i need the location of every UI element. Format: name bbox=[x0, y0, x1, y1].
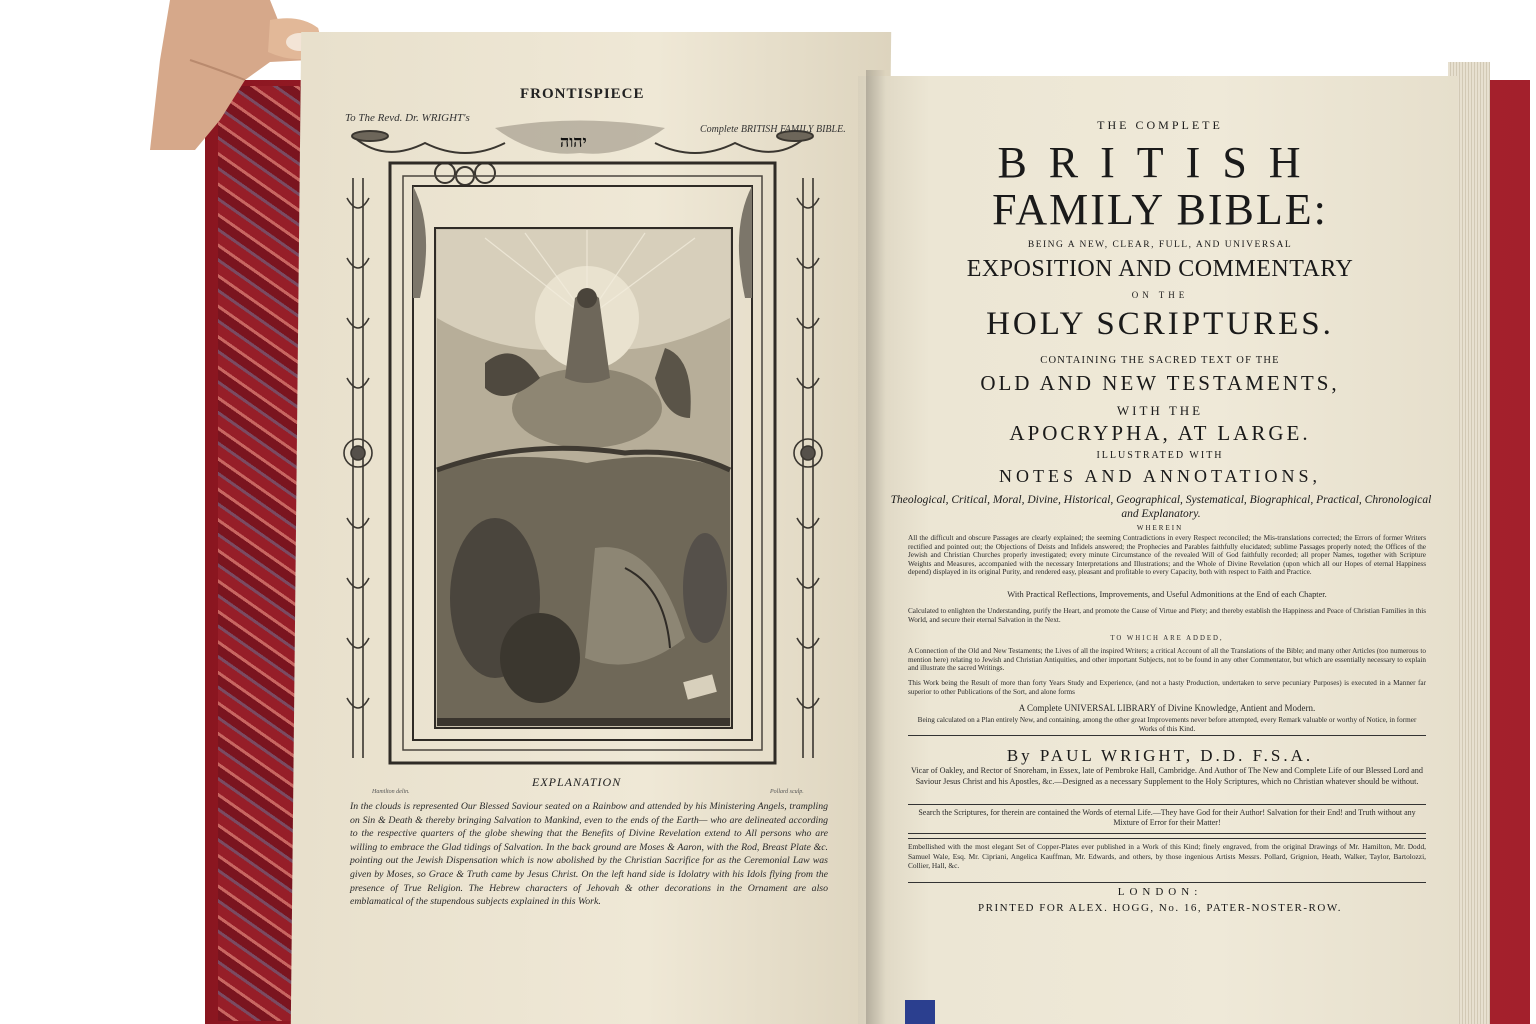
paragraph-connection: A Connection of the Old and New Testaments; the Lives of all the inspired Writers; a critical Account of all the Translations of the Bible; and many other Articles (too numerous to mention here) relating to Jewish and Christian Antiquities, and other important Subjects, not to be found in any other Commentator, but which are essentially necessary to explain and illustrate the sacred Writings. bbox=[908, 647, 1426, 673]
paragraph-universal-library: A Complete UNIVERSAL LIBRARY of Divine Knowledge, Antient and Modern. bbox=[1018, 703, 1316, 713]
title-line-with-the: WITH THE bbox=[1116, 403, 1204, 418]
title-line-containing: CONTAINING THE SACRED TEXT OF THE bbox=[1040, 355, 1280, 366]
title-line-holy-scriptures: HOLY SCRIPTURES. bbox=[986, 306, 1334, 342]
paragraph-plan: Being calculated on a Plan entirely New, and containing, among the other great Improvements never before attempted, every Remark valuable or worthy of Notice, in former Works of this Kind. bbox=[917, 716, 1417, 733]
title-line-apocrypha: APOCRYPHA, AT LARGE. bbox=[1009, 421, 1311, 445]
left-pilaster bbox=[344, 178, 372, 758]
title-line-being: BEING A NEW, CLEAR, FULL, AND UNIVERSAL bbox=[1027, 240, 1293, 250]
scripture-quote: Search the Scriptures, for therein are contained the Words of eternal Life.—They have God for their Author! Salvation for their End! and Truth without any Mixture of Error for their Matter! bbox=[918, 808, 1416, 827]
dedication-left: To The Revd. Dr. WRIGHT's bbox=[345, 112, 470, 124]
author-line: By PAUL WRIGHT, D.D. F.S.A. bbox=[1006, 746, 1314, 765]
hand bbox=[150, 0, 325, 150]
title-line-illustrated: ILLUSTRATED WITH bbox=[1096, 450, 1224, 461]
frontispiece-engraving bbox=[325, 118, 835, 788]
paragraph-difficult-passages: All the difficult and obscure Passages are clearly explained; the seeming Contradictions in every Respect reconciled; the Mis-translations corrected; the Errors of former Writers rectified and pointed out; the Objections of Deists and Infidels answered; the Prophecies and Parables faithfully elucidated; sublime Passages properly noted; the Offices of the Jewish and Christian Churches properly investigated; every minute Circumstance of the revealed Will of God faithfully recorded; all proper Names, together with Scripture Weights and Measures, accompanied with the necessary Interpretations and Illustrations; and the Whole of Divine Revelation (upon which all our Hopes of eternal Happiness depend) displayed in its original Purity, and rendered easy, pleasant and profitable to every Capacity, both with respect to Faith and Practice. bbox=[908, 534, 1426, 577]
title-line-the-complete: THE COMPLETE bbox=[1097, 118, 1223, 132]
rule-divider bbox=[908, 735, 1426, 736]
engraver-credit-left: Hamilton delin. bbox=[372, 789, 410, 795]
ribbon-bookmark bbox=[905, 1000, 935, 1024]
rule-divider bbox=[908, 804, 1426, 805]
frontispiece-heading: FRONTISPIECE bbox=[520, 86, 645, 102]
title-line-exposition: EXPOSITION AND COMMENTARY bbox=[966, 256, 1354, 282]
title-line-on-the: ON THE bbox=[1131, 290, 1189, 300]
rule-divider bbox=[908, 833, 1426, 834]
dedication-right: Complete BRITISH FAMILY BIBLE. bbox=[700, 124, 846, 135]
explanation-title: EXPLANATION bbox=[532, 775, 622, 789]
paragraph-practical-reflections: With Practical Reflections, Improvements, and Useful Admonitions at the End of each Chapter. bbox=[1007, 590, 1327, 599]
title-line-notes: NOTES AND ANNOTATIONS, bbox=[998, 466, 1322, 486]
title-line-testaments: OLD AND NEW TESTAMENTS, bbox=[980, 371, 1340, 395]
title-line-family-bible: FAMILY BIBLE: bbox=[992, 185, 1328, 234]
engraver-credit-right: Pollard sculp. bbox=[770, 789, 804, 795]
rule-divider bbox=[908, 882, 1426, 883]
embellished-note: Embellished with the most elegant Set of Copper-Plates ever published in a Work of this Kind; finely engraved, from the original Drawings of Mr. Hamilton, Mr. Dodd, Samuel Wale, Esq. Mr. Cipriani, Angelica Kauffman, Mr. Edwards, and others, by those ingenious Artists Messrs. Pollard, Grignion, Heath, Walker, Taylor, Bartolozzi, Collier, Hall, &c. bbox=[908, 842, 1426, 871]
title-line-british: BRITISH bbox=[997, 138, 1323, 187]
paragraph-calculated: Calculated to enlighten the Understanding, purify the Heart, and promote the Cause of Virtue and Piety; and thereby establish the Happiness and Peace of Christian Families in this World, and secure their eternal Salvation in the Next. bbox=[908, 607, 1426, 624]
paragraph-to-which-added: TO WHICH ARE ADDED, bbox=[1110, 635, 1224, 642]
paragraph-result: This Work being the Result of more than forty Years Study and Experience, (and not a hasty Production, undertaken to serve pecuniary Purposes) is executed in a Manner far superior to other Publications of the Sort, and alone forms bbox=[908, 679, 1426, 696]
imprint-printer: PRINTED FOR ALEX. HOGG, No. 16, PATER-NOSTER-ROW. bbox=[978, 902, 1342, 914]
hebrew-tetragrammaton: יהוה bbox=[560, 132, 587, 151]
right-pilaster bbox=[794, 178, 822, 758]
imprint-city: LONDON: bbox=[1117, 886, 1203, 898]
title-line-wherein: WHEREIN bbox=[1136, 524, 1184, 532]
title-line-subjects: Theological, Critical, Moral, Divine, Historical, Geographical, Systematical, Biographical, Practical, Chronological and Explanatory. bbox=[890, 494, 1432, 520]
engraving-scene bbox=[437, 230, 730, 726]
rule-divider bbox=[908, 838, 1426, 839]
author-description: Vicar of Oakley, and Rector of Snoreham, in Essex, late of Pembroke Hall, Cambridge. And Author of The New and Complete Life of our Blessed Lord and Saviour Jesus Christ and his Apostles, &c.—Designed as a necessary Supplement to the Holy Scriptures, which no Christian whatever should be without. bbox=[910, 766, 1423, 786]
explanation-text: In the clouds is represented Our Blessed Saviour seated on a Rainbow and attended by his Ministering Angels, trampling on Sin & Death & thereby bringing Salvation to Mankind, even to the ends of the Earth— who are delineated according to the respective quarters of the globe shewing that the Benefits of Divine Revelation extend to All persons who are willing to embrace the Glad tidings of Salvation. In the back ground are Moses & Aaron, with the Rod, Breast Plate &c. pointing out the Jewish Dispensation which is now abolished by the Christian Sacrifice for as the Ceremonial Law was given by Moses, so Grace & Truth came by Jesus Christ. On the left hand side is Idolatry with his Idols flying from the presence of True Religion. The Hebrew characters of Jehovah & other decorations in the Ornament are also emblamatical of the stupendous subjects explained in this Work. bbox=[350, 801, 828, 908]
